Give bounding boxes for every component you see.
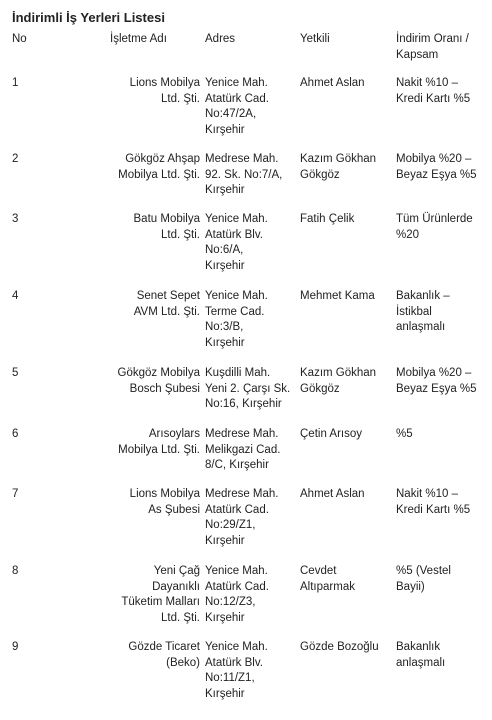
- address: Medrese Mah. 92. Sk. No:7/A, Kırşehir: [205, 153, 283, 196]
- discount: %5: [396, 428, 413, 440]
- address: Yenice Mah. Atatürk Blv. No:6/A, Kırşehir: [205, 213, 268, 272]
- discount: Bakanlık – İstikbal anlaşmalı: [396, 290, 450, 333]
- business-name: Gökgöz Mobilya Bosch Şubesi: [117, 367, 200, 395]
- business-name: Gözde Ticaret (Beko): [128, 641, 200, 669]
- address: Yenice Mah. Atatürk Blv. No:11/Z1, Kırşehir: [205, 641, 268, 700]
- discount: Mobilya %20 – Beyaz Eşya %5: [396, 367, 477, 395]
- authority: Ahmet Aslan: [300, 77, 365, 89]
- discount: Mobilya %20 – Beyaz Eşya %5: [396, 153, 477, 181]
- authority: Gözde Bozoğlu: [300, 641, 379, 653]
- authority: Kazım Gökhan Gökgöz: [300, 367, 377, 395]
- address: Medrese Mah. Atatürk Cad. No:29/Z1, Kırşehir: [205, 488, 279, 547]
- business-name: Gökgöz Ahşap Mobilya Ltd. Şti.: [118, 153, 200, 181]
- business-name: Arısoylars Mobilya Ltd. Şti.: [118, 428, 200, 456]
- row-number: 5: [12, 367, 19, 379]
- address: Yenice Mah. Atatürk Cad. No:47/2A, Kırşehir: [205, 77, 269, 136]
- address: Yenice Mah. Terme Cad. No:3/B, Kırşehir: [205, 290, 268, 349]
- authority: Kazım Gökhan Gökgöz: [300, 153, 377, 181]
- row-number: 2: [12, 153, 19, 165]
- row-number: 1: [12, 77, 19, 89]
- business-name: Senet Sepet AVM Ltd. Şti.: [133, 290, 200, 318]
- header-discount: İndirim Oranı / Kapsam: [396, 33, 469, 61]
- page-title: İndirimli İş Yerleri Listesi: [12, 10, 165, 25]
- header-authority: Yetkili: [300, 33, 330, 45]
- business-name: Lions Mobilya As Şubesi: [129, 488, 200, 516]
- discount: Nakit %10 – Kredi Kartı %5: [396, 77, 471, 105]
- header-business-name: İşletme Adı: [110, 33, 167, 45]
- row-number: 8: [12, 565, 19, 577]
- address: Medrese Mah. Melikgazi Cad. 8/C, Kırşehir: [205, 428, 281, 471]
- discount: Tüm Ürünlerde %20: [396, 213, 473, 241]
- discount: %5 (Vestel Bayii): [396, 565, 451, 593]
- address: Yenice Mah. Atatürk Cad. No:12/Z3, Kırşehir: [205, 565, 269, 624]
- header-address: Adres: [205, 33, 236, 45]
- discount: Nakit %10 – Kredi Kartı %5: [396, 488, 471, 516]
- discount: Bakanlık anlaşmalı: [396, 641, 446, 669]
- business-name: Batu Mobilya Ltd. Şti.: [133, 213, 200, 241]
- header-no: No: [12, 33, 27, 45]
- business-name: Lions Mobilya Ltd. Şti.: [129, 77, 200, 105]
- row-number: 4: [12, 290, 19, 302]
- address: Kuşdilli Mah. Yeni 2. Çarşı Sk. No:16, Kırşehir: [205, 367, 291, 410]
- authority: Ahmet Aslan: [300, 488, 365, 500]
- authority: Cevdet Altıparmak: [300, 565, 355, 593]
- row-number: 6: [12, 428, 19, 440]
- row-number: 9: [12, 641, 19, 653]
- row-number: 3: [12, 213, 19, 225]
- authority: Çetin Arısoy: [300, 428, 362, 440]
- business-name: Yeni Çağ Dayanıklı Tüketim Malları Ltd. Şti.: [121, 565, 200, 624]
- authority: Mehmet Kama: [300, 290, 375, 302]
- row-number: 7: [12, 488, 19, 500]
- authority: Fatih Çelik: [300, 213, 355, 225]
